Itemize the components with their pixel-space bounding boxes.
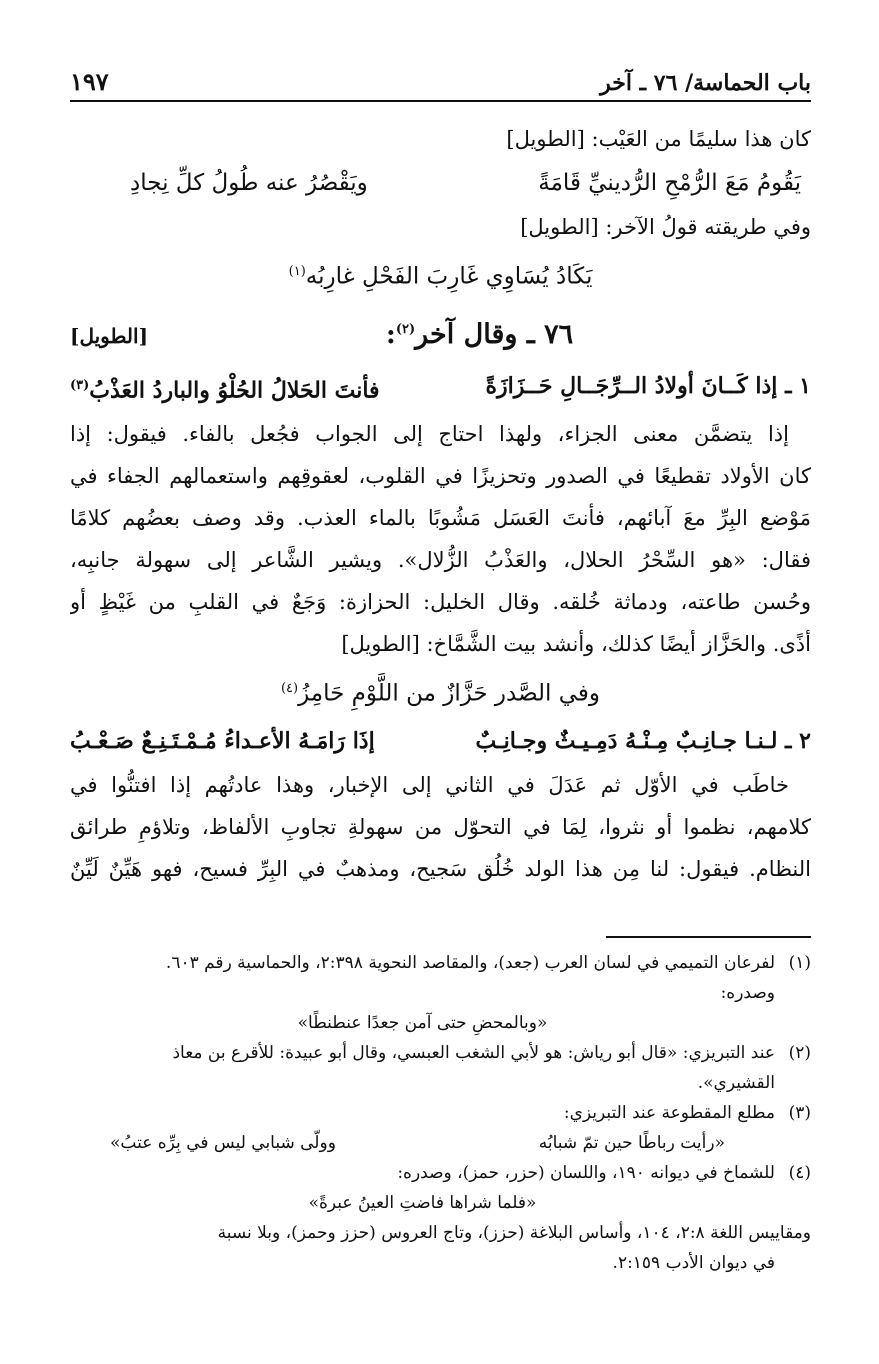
verse-hemistich-right: يَقُومُ مَعَ الرُّمْحِ الرُّدينيِّ قَامَةً (538, 170, 801, 196)
chapter-title: باب الحماسة/ ٧٦ ـ آخر (600, 70, 811, 96)
footnote-ref: (٢) (395, 321, 416, 337)
footnote-text: ومقاييس اللغة ٢:٨، ١٠٤، وأساس البلاغة (حزز)، وتاج العروس (حزز وحمز)، وبلا نسبة (217, 1223, 811, 1243)
footnote-verse: «رأيت رباطًا حين تمّ شبابُه وولّى شبابي ليس في بِرِّه عتبُ» (110, 1133, 725, 1153)
intro-line: كان هذا سليمًا من العَيْب: [الطويل] (506, 127, 811, 151)
footnote-number: (٤) (788, 1163, 811, 1183)
footnote-text: القشيري». (697, 1073, 775, 1093)
verse-hemistich-right: ٢ ـ لـنـا جـانِـبٌ مِـنْـهُ دَمِـيـثٌ وجـانِـبٌ (475, 727, 811, 754)
commentary-line: خاطَب في الأوّل ثم عَدَلَ في الثاني إلى الإخبار، وهذا عادتُهم إذا افتنُّوا في (70, 772, 789, 797)
footnote-4 (70, 1158, 811, 1218)
meter-label: [الطويل] (70, 323, 149, 348)
intro-verse (70, 160, 811, 206)
verse-hemistich-left: فأنتَ الحَلالُ الحُلْوُ والباردُ العَذْبُ$^{(٣)}$ (70, 376, 380, 403)
footnote-text: في ديوان الأدب ٢:١٥٩. (612, 1253, 775, 1273)
verse-hemistich-right: ١ ـ إذا كَــانَ أولادُ الــرِّجَــالِ حَــزَازَةً (485, 372, 811, 399)
single-verse: يَكَادُ يُسَاوِي غَارِبَ الفَحْلِ غارِبُه$^{(١)}$ (288, 263, 593, 290)
footnote-number: (١) (788, 953, 811, 973)
verse-2 (70, 718, 811, 764)
footnotes (70, 948, 811, 1278)
commentary-line: مَوْضع البِرِّ معَ آبائهم، فأنتَ العَسَل مَشُوبًا بالماء العذب. وقد وصف بعضُهم كلامًا (70, 505, 811, 530)
verse-1 (70, 363, 811, 413)
footnote-ref: (١) (288, 264, 306, 279)
page-number: ١٩٧ (70, 67, 109, 96)
commentary-line: فقال: «هو السِّحْرُ الحلال، والعَذْبُ الزُّلال». ويشير الشَّاعر إلى سهولة جانبِه، (70, 547, 811, 572)
commentary-2 (70, 764, 811, 890)
main-text (70, 118, 811, 890)
footnote-number: (٢) (788, 1043, 811, 1063)
poem-heading (70, 309, 811, 357)
commentary-line: النظام. فيقول: لنا مِن هذا الولد خُلُق سَجيح، ومذهبٌ في البِرِّ فسيح، فهو هَيِّنٌ لَيِّنٌ (70, 856, 811, 881)
footnote-2 (70, 1038, 811, 1098)
footnote-text: للشماخ في ديوانه ١٩٠، واللسان (حزر، حمز)، وصدره: (397, 1163, 775, 1183)
poem-title: ٧٦ ـ وقال آخر$^{(٢)}$: (385, 318, 574, 350)
footnote-number: (٣) (788, 1103, 811, 1123)
commentary-line: أذًى. والحَزَّاز أيضًا كذلك، وأنشد بيت الشَّمَّاخ: [الطويل] (341, 631, 811, 656)
footnote-text: مطلع المقطوعة عند التبريزي: (563, 1103, 775, 1123)
commentary-line: كان الأولاد تقطيعًا في الصدور وتحزيزًا في القلوب، لعقوقِهم واستعمالهم الجفاء في (70, 463, 811, 488)
quoted-hemistich: وفي الصَّدر حَزَّازٌ من اللَّوْمِ حَامِزُ$^{(٤)}$ (280, 680, 601, 707)
commentary-1 (70, 413, 811, 665)
footnote-ref: (٣) (70, 377, 90, 393)
commentary-line: إذا يتضمَّن معنى الجزاء، ولهذا احتاج إلى الجواب فجُعل بالفاء. فيقول: إذا (70, 421, 789, 446)
footnote-ref: (٤) (280, 680, 299, 696)
footnote-separator (606, 936, 811, 938)
footnote-text: عند التبريزي: «قال أبو رياش: هو لأبي الشغب العبسي، وقال أبو عبيدة: للأقرع بن معاذ (172, 1043, 775, 1063)
footnote-quote: «وبالمحضِ حتى آمن جعدًا عنطنطًا» (297, 1013, 548, 1033)
footnote-text: لفرعان التميمي في لسان العرب (جعد)، والمقاصد النحوية ٢:٣٩٨، والحماسية رقم ٦٠٣. (165, 953, 775, 973)
footnote-quote: «فلما شراها فاضتِ العينُ عبرةً» (308, 1193, 537, 1213)
intro-line-2: وفي طريقته قولُ الآخر: [الطويل] (520, 215, 811, 239)
footnote-3 (70, 1098, 811, 1158)
verse-hemistich-left: إذَا رَامَـهُ الأعـداءُ مُـمْـتَـنِـعٌ صَـعْـبُ (70, 727, 375, 754)
commentary-line: وحُسن طاعته، ودماثة خُلقه. وقال الخليل: الحزازة: وَجَعٌ في القلبِ من غَيْظٍ أو (70, 589, 811, 614)
footnote-text: وصدره: (720, 983, 775, 1003)
verse-hemistich-left: ويَقْصُرُ عنه طُولُ كلِّ نِجادِ (130, 170, 368, 196)
footnote-1 (70, 948, 811, 1038)
running-header (70, 62, 811, 102)
commentary-line: كلامهم، نظموا أو نثروا، لِمَا في التحوّل من سهولةِ تجاوبِ الألفاظ، وتلاؤمِ طرائق (70, 814, 811, 839)
